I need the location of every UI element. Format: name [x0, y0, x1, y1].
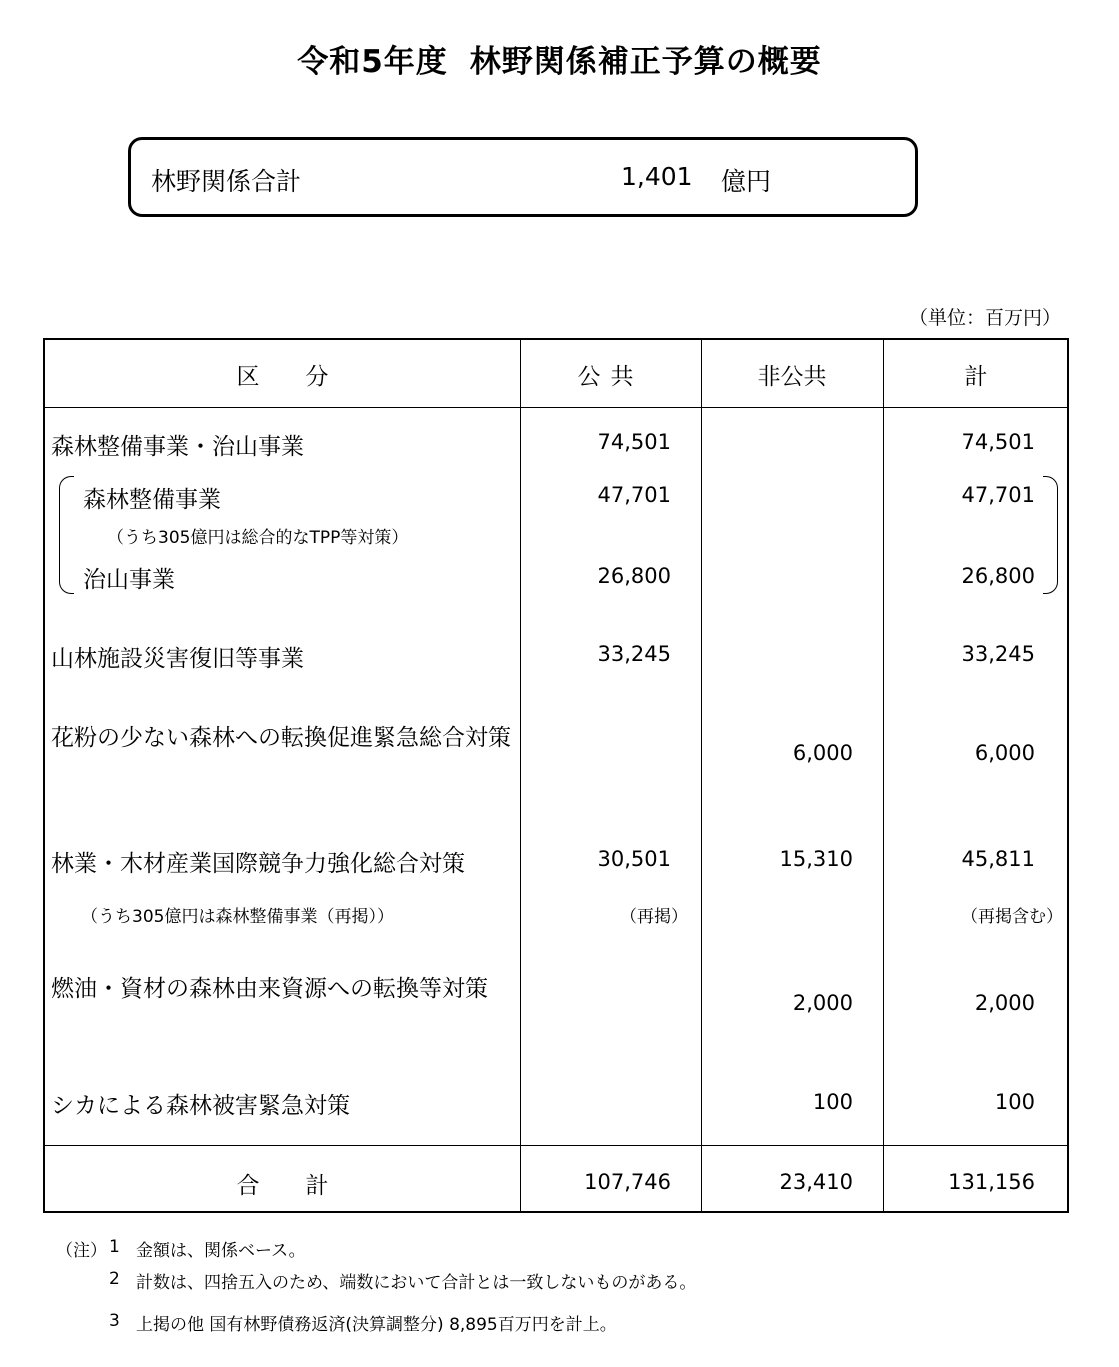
total-total: 131,156 [948, 1170, 1035, 1194]
column-divider [883, 340, 884, 1211]
row-public: 33,245 [597, 642, 671, 666]
row-label: 燃油・資材の森林由来資源への転換等対策 [51, 976, 488, 1002]
row-total: 26,800 [961, 564, 1035, 588]
header-nonpublic: 非公共 [757, 364, 827, 390]
bracket-right [1043, 476, 1058, 594]
row-nonpublic: 2,000 [792, 991, 853, 1015]
column-divider [520, 340, 521, 1211]
note-number: 1 [109, 1237, 120, 1257]
row-total: 2,000 [974, 991, 1035, 1015]
note-text: 計数は、四捨五入のため、端数において合計とは一致しないものがある。 [136, 1273, 697, 1293]
row-public: 47,701 [597, 483, 671, 507]
total-public: 107,746 [584, 1170, 671, 1194]
note-number: 3 [109, 1311, 120, 1331]
row-note: （うち305億円は総合的なTPP等対策） [107, 528, 409, 548]
bracket-left [59, 476, 74, 594]
row-total: 6,000 [974, 741, 1035, 765]
total-divider [45, 1145, 1067, 1146]
total-label: 合 計 [236, 1173, 329, 1199]
summary-amount: 1,401 [621, 162, 693, 191]
note-number: 2 [109, 1269, 120, 1289]
row-public: 26,800 [597, 564, 671, 588]
row-nonpublic: 15,310 [779, 847, 853, 871]
row-total: 47,701 [961, 483, 1035, 507]
budget-table [43, 338, 1069, 1213]
summary-box [128, 137, 918, 217]
row-label: 森林整備事業 [83, 487, 221, 513]
row-note-public: （再掲） [620, 907, 688, 927]
summary-unit: 億円 [721, 167, 772, 196]
notes-prefix: （注） [56, 1241, 107, 1261]
row-total: 33,245 [961, 642, 1035, 666]
row-label: 林業・木材産業国際競争力強化総合対策 [51, 851, 465, 877]
page-title-text: 林野関係補正予算の概要 [469, 44, 822, 80]
note-text: 上掲の他 国有林野債務返済(決算調整分) 8,895百万円を計上。 [136, 1315, 617, 1335]
column-divider [701, 340, 702, 1211]
total-nonpublic: 23,410 [779, 1170, 853, 1194]
row-label: 治山事業 [83, 567, 175, 593]
row-note-total: （再掲含む） [961, 907, 1063, 927]
page-title-year: 令和5年度 [297, 44, 448, 80]
header-total: 計 [964, 364, 988, 390]
row-label: シカによる森林被害緊急対策 [51, 1093, 350, 1119]
header-category: 区 分 [236, 364, 329, 390]
row-label: 森林整備事業・治山事業 [51, 434, 304, 460]
row-public: 30,501 [597, 847, 671, 871]
row-nonpublic: 6,000 [792, 741, 853, 765]
row-public: 74,501 [597, 430, 671, 454]
row-note: （うち305億円は森林整備事業（再掲）） [81, 907, 394, 927]
row-total: 74,501 [961, 430, 1035, 454]
row-label: 山林施設災害復旧等事業 [51, 646, 304, 672]
header-public: 公共 [577, 364, 644, 390]
row-total: 45,811 [961, 847, 1035, 871]
header-divider [45, 407, 1067, 408]
note-text: 金額は、関係ベース。 [136, 1241, 306, 1261]
row-nonpublic: 100 [812, 1090, 853, 1114]
summary-label: 林野関係合計 [151, 167, 302, 196]
unit-note: （単位：百万円） [908, 307, 1061, 329]
page-title [0, 36, 1119, 81]
row-total: 100 [994, 1090, 1035, 1114]
row-label: 花粉の少ない森林への転換促進緊急総合対策 [51, 725, 511, 751]
